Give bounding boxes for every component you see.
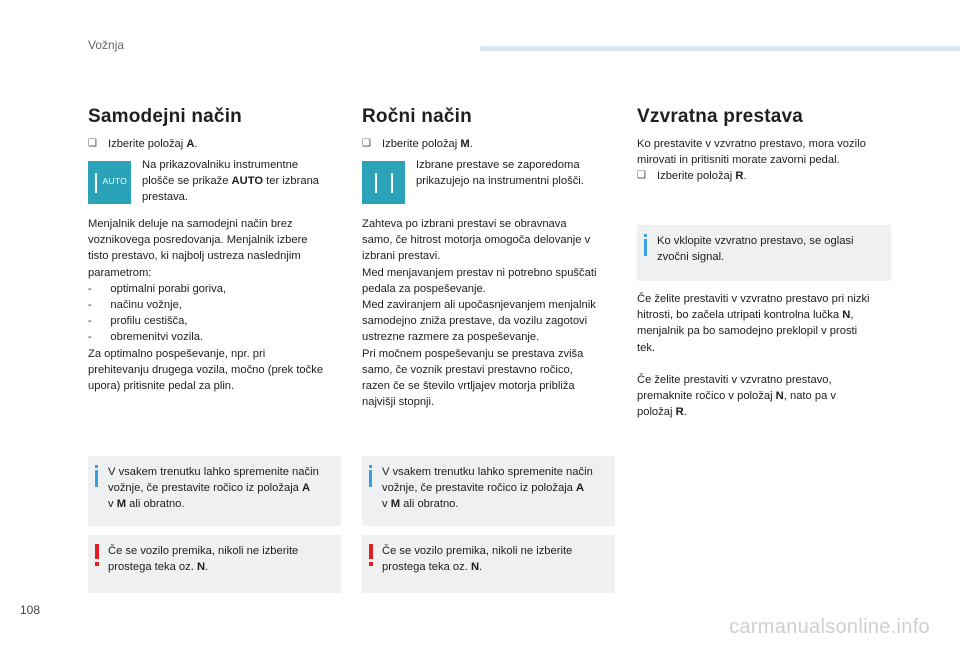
info-icon xyxy=(367,465,376,489)
auto-body-line: - profilu cestišča, xyxy=(88,315,188,328)
manual-body-line: Med menjavanjem prestav ni potrebno spuščati xyxy=(362,266,597,279)
manual-body-line: izbrani prestavi. xyxy=(362,250,441,263)
reverse-p2-line: premaknite ročico v položaj xyxy=(637,390,776,403)
auto-warning-note xyxy=(88,535,341,593)
manual-display-line: prikazujejo na instrumentni plošči. xyxy=(416,175,584,188)
reverse-p1-line: tek. xyxy=(637,341,656,354)
manual-info-line: v xyxy=(382,498,391,511)
auto-mode-title: Samodejni način xyxy=(88,106,242,127)
auto-warning-line: Če se vozilo premika, nikoli ne izberite xyxy=(108,545,299,557)
auto-body xyxy=(88,216,342,394)
manual-display-icon xyxy=(362,161,405,204)
reverse-p1-line: hitrosti, bo začela utripati kontrolna lučka xyxy=(637,309,843,322)
reverse-step-text: Izberite položaj xyxy=(657,170,736,182)
manual-step-bold: M xyxy=(460,138,470,150)
manual-info-bold: A xyxy=(576,482,585,495)
auto-warning-bold: N xyxy=(196,561,206,574)
auto-info-line: vožnje, če prestavite ročico iz položaja xyxy=(108,482,303,495)
reverse-info-line: Ko vklopite vzvratno prestavo, se oglasi xyxy=(657,235,854,247)
auto-display-icon xyxy=(88,161,131,204)
manual-warning-line: Če se vozilo premika, nikoli ne izberite xyxy=(382,545,573,557)
header-bar xyxy=(480,46,960,51)
manual-mode-title: Ročni način xyxy=(362,106,472,127)
manual-body-line: samo, če hitrost motorja omogoča delovanje v xyxy=(362,234,591,247)
auto-body-line: prehitevanju drugega vozila, močno (prek točke xyxy=(88,363,324,376)
checkbox-bullet-icon: ❑ xyxy=(362,138,371,149)
warning-icon xyxy=(93,544,102,568)
auto-step-end: . xyxy=(194,138,198,150)
auto-display-bold: AUTO xyxy=(231,175,264,188)
auto-warning-line: prostega teka oz. xyxy=(108,561,197,574)
reverse-p2-bold: R xyxy=(675,406,684,419)
auto-info-bold: A xyxy=(302,482,311,495)
reverse-p2-line: . xyxy=(683,406,687,419)
reverse-p1-bold: N xyxy=(842,309,851,322)
manual-step-text: Izberite položaj xyxy=(382,138,461,150)
manual-info-line: vožnje, če prestavite ročico iz položaja xyxy=(382,482,577,495)
reverse-step-end: . xyxy=(743,170,747,182)
manual-display-text xyxy=(416,157,616,189)
auto-display-line: Na prikazovalniku instrumentne xyxy=(142,159,299,171)
manual-body-line: najvišji stopnji. xyxy=(362,396,435,409)
auto-display-text xyxy=(142,157,342,206)
reverse-info-note xyxy=(637,225,891,281)
auto-step-bold: A xyxy=(186,138,195,150)
manual-info-note xyxy=(362,456,615,526)
reverse-p1-line: , xyxy=(850,309,854,322)
manual-display-line: Izbrane prestave se zaporedoma xyxy=(416,159,580,171)
auto-body-line: - optimalni porabi goriva, xyxy=(88,282,227,295)
auto-info-note xyxy=(88,456,341,526)
reverse-p1-line: Če želite prestaviti v vzvratno prestavo pri nizki xyxy=(637,293,870,305)
auto-body-line: parametrom: xyxy=(88,266,152,279)
warning-icon xyxy=(367,544,376,568)
checkbox-bullet-icon: ❑ xyxy=(637,170,646,181)
manual-info-bold: M xyxy=(390,498,401,511)
reverse-step-bold: R xyxy=(735,170,744,182)
manual-step-end: . xyxy=(469,138,473,150)
reverse-p2-line: položaj xyxy=(637,406,676,419)
info-icon xyxy=(642,234,651,258)
reverse-p2-line: Če želite prestaviti v vzvratno prestavo, xyxy=(637,374,832,386)
reverse-intro-line: Ko prestavite v vzvratno prestavo, mora vozilo xyxy=(637,138,866,150)
manual-warning-note xyxy=(362,535,615,593)
reverse-intro-line: mirovati in pritisniti morate zavorni pedal. xyxy=(637,154,840,167)
manual-body-line: ustrezne razmere za pospeševanje. xyxy=(362,331,540,344)
auto-body-line: - načinu vožnje, xyxy=(88,299,182,312)
page-number: 108 xyxy=(20,603,41,617)
auto-body-line: tisto prestavo, ki najbolj ustreza naslednjim xyxy=(88,250,301,263)
auto-info-line: v xyxy=(108,498,117,511)
auto-display-line: prestava. xyxy=(142,191,189,204)
reverse-gear-title: Vzvratna prestava xyxy=(637,106,804,127)
manual-body-line: samo, če voznik prestavi prestavno ročico, xyxy=(362,363,573,376)
reverse-p1-line: menjalnik pa bo samodejno preklopil v prosti xyxy=(637,325,858,338)
auto-display-line: ter izbrana xyxy=(263,175,320,188)
auto-info-line: ali obratno. xyxy=(126,498,185,511)
info-icon xyxy=(93,465,102,489)
reverse-paragraph-2 xyxy=(637,372,891,421)
reverse-p2-line: , nato pa v xyxy=(783,390,837,403)
auto-info-line: V vsakem trenutku lahko spremenite način xyxy=(108,466,319,478)
manual-body xyxy=(362,216,616,410)
checkbox-bullet-icon: ❑ xyxy=(88,138,97,149)
manual-body-line: razen če se število vrtljajev motorja približa xyxy=(362,380,575,393)
auto-body-line: Menjalnik deluje na samodejni način brez xyxy=(88,218,293,230)
manual-body-line: pedala za pospeševanje. xyxy=(362,282,486,295)
manual-body-line: Pri močnem pospeševanju se prestava zviša xyxy=(362,347,584,360)
auto-warning-line: . xyxy=(205,561,209,574)
auto-step-text: Izberite položaj xyxy=(108,138,187,150)
section-title: Vožnja xyxy=(88,38,125,52)
reverse-p2-bold: N xyxy=(775,390,784,403)
auto-body-line: - obremenitvi vozila. xyxy=(88,331,204,344)
watermark: carmanualsonline.info xyxy=(729,616,930,638)
auto-display-line: plošče se prikaže xyxy=(142,175,232,188)
reverse-info-line: zvočni signal. xyxy=(657,251,725,264)
auto-body-line: Za optimalno pospeševanje, npr. pri xyxy=(88,347,266,360)
manual-warning-line: prostega teka oz. xyxy=(382,561,471,574)
manual-body-line: samodejno zniža prestave, da vozilu zagotovi xyxy=(362,315,588,328)
manual-warning-line: . xyxy=(479,561,483,574)
auto-body-line: upora) pritisnite pedal za plin. xyxy=(88,380,235,393)
auto-info-bold: M xyxy=(116,498,127,511)
manual-info-line: ali obratno. xyxy=(400,498,459,511)
manual-body-line: Zahteva po izbrani prestavi se obravnava xyxy=(362,218,567,230)
manual-info-line: V vsakem trenutku lahko spremenite način xyxy=(382,466,593,478)
auto-body-line: voznikovega posredovanja. Menjalnik izbere xyxy=(88,234,308,247)
manual-warning-bold: N xyxy=(470,561,480,574)
reverse-intro xyxy=(637,136,893,168)
manual-body-line: Med zaviranjem ali upočasnjevanjem menjalnik xyxy=(362,299,596,312)
auto-icon-label: AUTO xyxy=(102,175,128,186)
reverse-paragraph-1 xyxy=(637,291,895,356)
